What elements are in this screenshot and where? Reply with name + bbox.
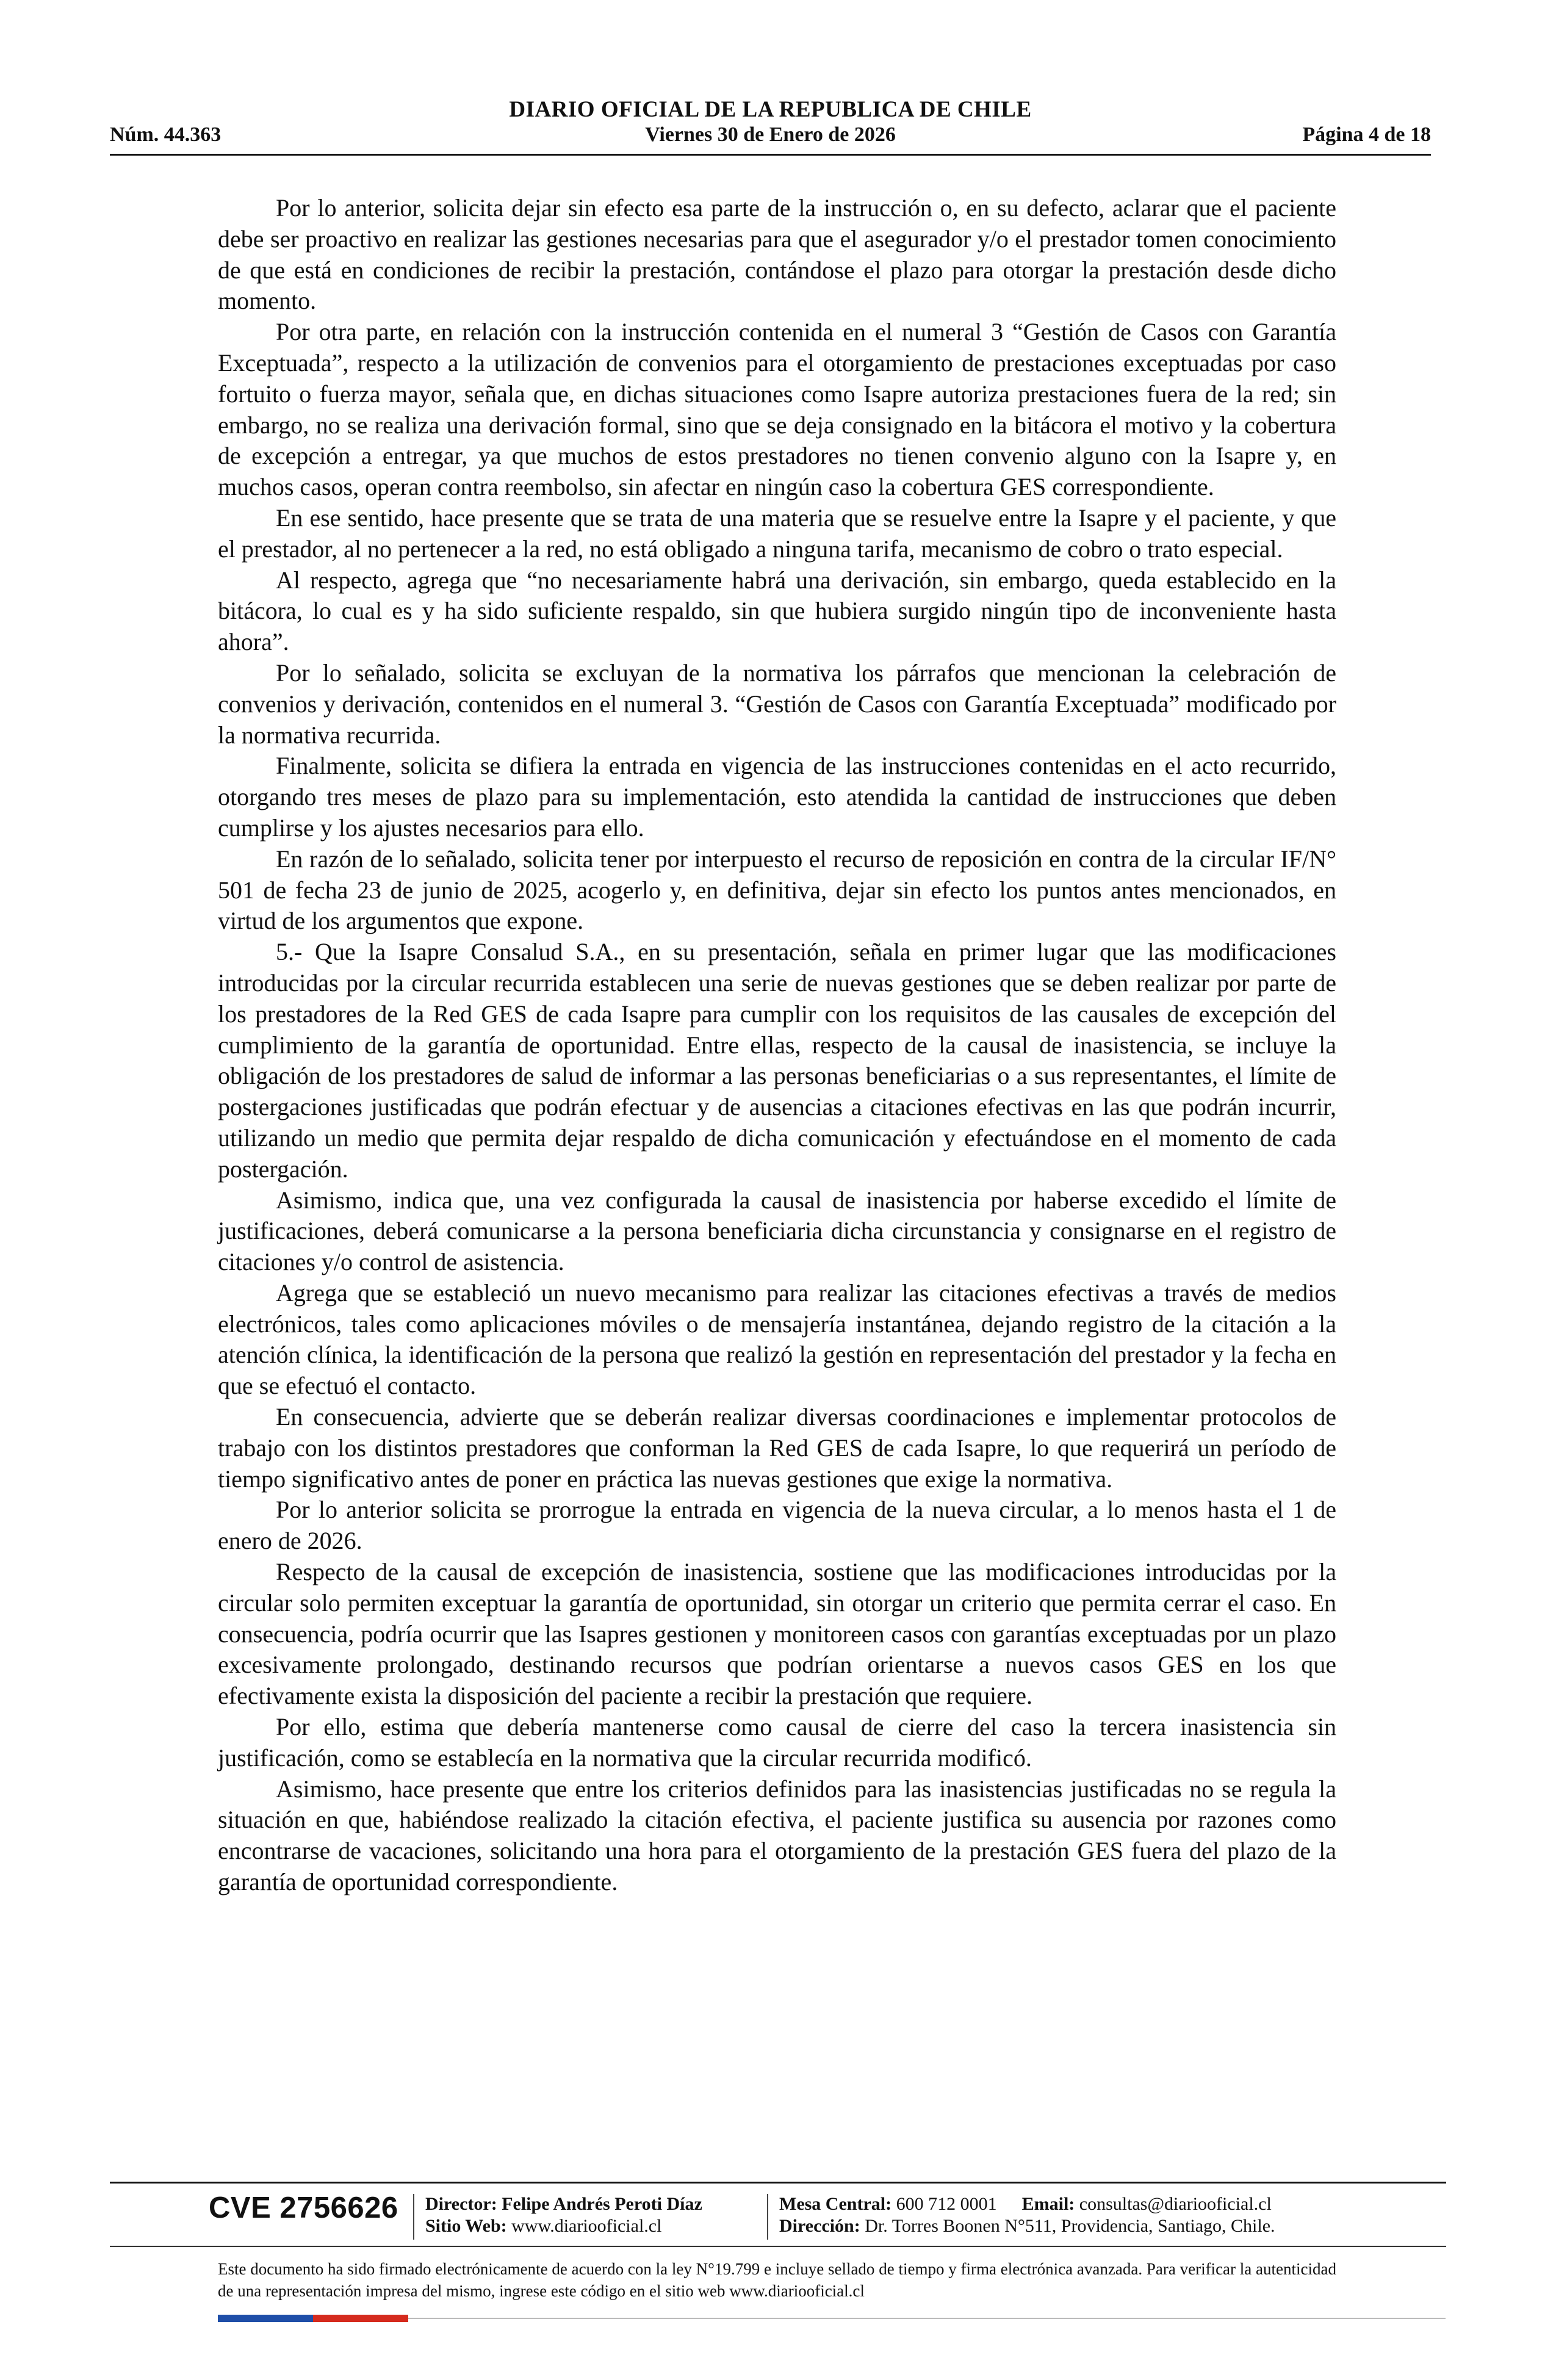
paragraph: Agrega que se estableció un nuevo mecanismo para realizar las citaciones efectivas a través de medios electrónicos, tales como aplicaciones móviles o de mensajería instantánea, dejando registro de la citación a la atención clínica, la identificación de la persona que realizó la gestión en representación del prestador y la fecha en que se efectuó el contacto. — [218, 1278, 1336, 1400]
mesa-phone: 600 712 0001 — [896, 2194, 997, 2214]
mesa-label: Mesa Central: — [779, 2194, 892, 2214]
flag-blue-segment — [218, 2315, 313, 2322]
address-line — [779, 2215, 1275, 2237]
paragraph: Al respecto, agrega que “no necesariamente habrá una derivación, sin embargo, queda establecido en la bitácora, lo cual es y ha sido suficiente respaldo, sin que hubiera surgido ningún tipo de inconveniente hasta ahora”. — [218, 566, 1336, 656]
footer-divider-middle — [110, 2246, 1446, 2247]
paragraph: Finalmente, solicita se difiera la entrada en vigencia de las instrucciones contenidas en el acto recurrido, otorgando tres meses de plazo para su implementación, esto atendida la cantidad de instrucciones que deben cumplirse y los ajustes necesarios para ello. — [218, 752, 1336, 842]
director-name: Felipe Andrés Peroti Díaz — [502, 2194, 702, 2214]
paragraph: Asimismo, indica que, una vez configurada la causal de inasistencia por haberse excedido el límite de justificaciones, deberá comunicarse a la persona beneficiaria dicha circunstancia y consignarse en el registro de citaciones y/o control de asistencia. — [218, 1186, 1336, 1276]
legal-notice: Este documento ha sido firmado electrónicamente de acuerdo con la ley N°19.799 e incluye sellado de tiempo y firma electrónica avanzada. Para verificar la autenticidad de una representación impresa del mismo, ingrese este código en el sitio web www.diariooficial.cl — [218, 2260, 1336, 2300]
contact-line — [779, 2193, 1272, 2215]
paragraph: Respecto de la causal de excepción de inasistencia, sostiene que las modificaciones introducidas por la circular solo permiten exceptuar la garantía de oportunidad, sin otorgar un criterio que permita cerrar el caso. En consecuencia, podría ocurrir que las Isapres gestionen y monitoreen casos con garantías exceptuadas por un plazo excesivamente prolongado, destinando recursos que podrían orientarse a nuevos casos GES en los que efectivamente exista la disposición del paciente a recibir la prestación que requiere. — [218, 1558, 1336, 1710]
director-line — [425, 2193, 702, 2215]
paragraph: Por ello, estima que debería mantenerse como causal de cierre del caso la tercera inasistencia sin justificación, como se establecía en la normativa que la circular recurrida modificó. — [218, 1713, 1336, 1772]
address-text: Dr. Torres Boonen N°511, Providencia, Santiago, Chile. — [865, 2216, 1275, 2236]
issue-date: Viernes 30 de Enero de 2026 — [645, 123, 896, 146]
paragraph: 5.- Que la Isapre Consalud S.A., en su presentación, señala en primer lugar que las modificaciones introducidas por la circular recurrida establecen una serie de nuevas gestiones que se deben realizar por parte de los prestadores de la Red GES de cada Isapre para cumplir con los requisitos de las causales de excepción del cumplimiento de la garantía de oportunidad. Entre ellas, respecto de la causal de inasistencia, se incluye la obligación de los prestadores de salud de informar a las personas beneficiarias o a sus representantes, el límite de postergaciones justificadas que podrán efectuar y de ausencias a citaciones efectivas en las que podrán incurrir, utilizando un medio que permita dejar respaldo de dicha comunicación y efectuándose en el momento de cada postergación. — [218, 938, 1336, 1183]
paragraph: Por otra parte, en relación con la instrucción contenida en el numeral 3 “Gestión de Casos con Garantía Exceptuada”, respecto a la utilización de convenios para el otorgamiento de prestaciones exceptuadas por caso fortuito o fuerza mayor, señala que, en dichas situaciones como Isapre autoriza prestaciones fuera de la red; sin embargo, no se realiza una derivación formal, sino que se deja consignado en la bitácora el motivo y la cobertura de excepción a entregar, ya que muchos de estos prestadores no tienen convenio alguno con la Isapre y, en muchos casos, operan contra reembolso, sin afectar en ningún caso la cobertura GES correspondiente. — [218, 318, 1336, 501]
gazette-title: DIARIO OFICIAL DE LA REPUBLICA DE CHILE — [509, 97, 1032, 122]
document-body — [218, 193, 1336, 1898]
paragraph: Por lo señalado, solicita se excluyan de la normativa los párrafos que mencionan la celebración de convenios y derivación, contenidos en el numeral 3. “Gestión de Casos con Garantía Exceptuada” modificado por la normativa recurrida. — [218, 658, 1336, 749]
paragraph: Asimismo, hace presente que entre los criterios definidos para las inasistencias justificadas no se regula la situación en que, habiéndose realizado la citación efectiva, el paciente justifica su ausencia por razones como encontrarse de vacaciones, solicitando una hora para el otorgamiento de la prestación GES fuera del plazo de la garantía de oportunidad correspondiente. — [218, 1775, 1336, 1896]
flag-red-segment — [313, 2315, 408, 2322]
flag-stripe — [218, 2315, 408, 2322]
email-label: Email: — [1021, 2194, 1075, 2214]
paragraph: Por lo anterior solicita se prorrogue la entrada en vigencia de la nueva circular, a lo menos hasta el 1 de enero de 2026. — [218, 1496, 1336, 1555]
address-label: Dirección: — [779, 2216, 860, 2236]
footer-divider-bottom — [408, 2318, 1446, 2319]
email-link[interactable]: consultas@diariooficial.cl — [1079, 2194, 1272, 2214]
paragraph: En consecuencia, advierte que se deberán realizar diversas coordinaciones e implementar protocolos de trabajo con los distintos prestadores que conforman la Red GES de cada Isapre, lo que requerirá un período de tiempo significativo antes de poner en práctica las nuevas gestiones que exige la normativa. — [218, 1403, 1336, 1493]
website-line — [425, 2215, 661, 2237]
paragraph: En ese sentido, hace presente que se trata de una materia que se resuelve entre la Isapre y el paciente, y que el prestador, al no pertenecer a la red, no está obligado a ninguna tarifa, mecanismo de cobro o trato especial. — [218, 503, 1336, 563]
director-label: Director: — [425, 2194, 497, 2214]
page-header — [110, 92, 1431, 159]
website-label: Sitio Web: — [425, 2216, 507, 2236]
paragraph: En razón de lo señalado, solicita tener por interpuesto el recurso de reposición en contra de la circular IF/N° 501 de fecha 23 de junio de 2025, acogerlo y, en definitiva, dejar sin efecto los puntos antes mencionados, en virtud de los argumentos que expone. — [218, 845, 1336, 935]
website-link[interactable]: www.diariooficial.cl — [511, 2216, 662, 2236]
issue-number: Núm. 44.363 — [110, 123, 222, 146]
paragraph: Por lo anterior, solicita dejar sin efecto esa parte de la instrucción o, en su defecto, aclarar que el paciente debe ser proactivo en realizar las gestiones necesarias para que el asegurador y/o el prestador tomen conocimiento de que está en condiciones de recibir la prestación, contándose el plazo para otorgar la prestación desde dicho momento. — [218, 194, 1336, 315]
footer-divider-top — [110, 2182, 1446, 2183]
header-divider — [110, 154, 1431, 156]
page-number: Página 4 de 18 — [1302, 123, 1431, 146]
cve-code: CVE 2756626 — [209, 2191, 398, 2224]
footer-separator — [767, 2194, 768, 2240]
footer-separator — [413, 2194, 414, 2240]
